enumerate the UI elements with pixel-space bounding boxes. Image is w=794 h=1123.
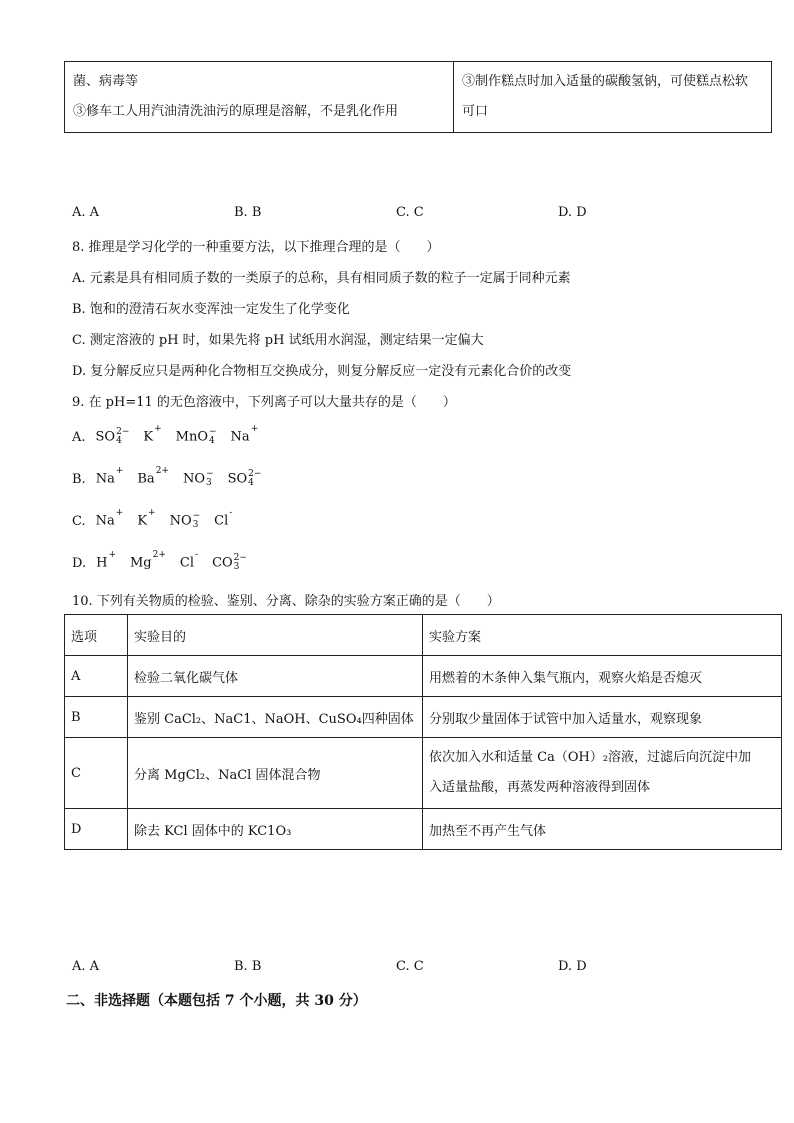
q7-option-b[interactable]: B. B	[234, 205, 262, 220]
q7-right-cell	[454, 62, 772, 133]
q9-option-b[interactable]	[72, 466, 275, 488]
ion-formula: Mg 2+	[129, 550, 166, 571]
q7-options	[72, 205, 720, 220]
q10-header-goal: 实验目的	[128, 615, 423, 656]
option-label: C.	[72, 513, 86, 529]
q10-header-plan: 实验方案	[423, 615, 782, 656]
ion-formula: SO 2− 4	[227, 469, 262, 488]
q10-option-b[interactable]: B. B	[234, 959, 262, 974]
ion-formula: CO 2− 3	[212, 553, 247, 572]
q10-row-c-plan	[423, 738, 782, 809]
q10-row-a-goal: 检验二氧化碳气体	[128, 656, 423, 697]
q10-row-d-plan: 加热至不再产生气体	[423, 809, 782, 850]
q7-option-d[interactable]: D. D	[558, 205, 587, 220]
q10-options	[72, 959, 720, 974]
q10-stem: 10. 下列有关物质的检验、鉴别、分离、除杂的实验方案正确的是（ ）	[72, 594, 500, 609]
q10-option-a[interactable]: A. A	[72, 959, 100, 974]
table-row	[65, 738, 782, 809]
ion-formula: Na +	[95, 466, 124, 487]
q7-right-line2: 可口	[462, 104, 489, 119]
q10-row-c-plan-line2: 入适量盐酸，再蒸发两种溶液得到固体	[429, 780, 651, 795]
q8-option-d[interactable]: D. 复分解反应只是两种化合物相互交换成分，则复分解反应一定没有元素化合价的改变	[72, 364, 572, 379]
q10-row-a-option: A	[65, 656, 128, 697]
q10-row-d-option: D	[65, 809, 128, 850]
option-label: A.	[72, 429, 86, 445]
q7-table	[64, 61, 772, 133]
ion-formula: NO − 3	[169, 511, 201, 530]
q10-table	[64, 614, 782, 850]
ion-formula: Na +	[230, 424, 259, 445]
q10-row-b-option: B	[65, 697, 128, 738]
q7-left-line1: 菌、病毒等	[73, 74, 139, 89]
q10-row-c-goal: 分离 MgCl₂、NaCl 固体混合物	[128, 738, 423, 809]
q10-row-c-option: C	[65, 738, 128, 809]
q10-header-row	[65, 615, 782, 656]
q9-option-c[interactable]	[72, 508, 246, 530]
q8-option-a[interactable]: A. 元素是具有相同质子数的一类原子的总称，具有相同质子数的粒子一定属于同种元素	[72, 271, 571, 286]
q10-row-b-plan: 分别取少量固体于试管中加入适量水，观察现象	[423, 697, 782, 738]
ion-formula: MnO − 4	[175, 427, 217, 446]
ion-formula: Na +	[95, 508, 124, 529]
table-row	[65, 809, 782, 850]
option-label: D.	[72, 555, 87, 571]
q7-left-line2: ③修车工人用汽油清洗油污的原理是溶解，不是乳化作用	[73, 104, 399, 119]
ion-formula: Cl -	[179, 550, 199, 571]
q7-option-a[interactable]: A. A	[72, 205, 100, 220]
q10-header-option: 选项	[65, 615, 128, 656]
q10-row-a-plan: 用燃着的木条伸入集气瓶内，观察火焰是否熄灭	[423, 656, 782, 697]
q8-option-b[interactable]: B. 饱和的澄清石灰水变浑浊一定发生了化学变化	[72, 302, 350, 317]
ion-formula: H +	[96, 550, 116, 571]
table-row	[65, 656, 782, 697]
q10-row-b-goal: 鉴别 CaCl₂、NaC1、NaOH、CuSO₄四种固体	[128, 697, 423, 738]
q7-option-c[interactable]: C. C	[396, 205, 424, 220]
q10-row-c-plan-line1: 依次加入水和适量 Ca（OH）₂溶液，过滤后向沉淀中加	[429, 750, 752, 765]
q10-row-d-goal: 除去 KCl 固体中的 KC1O₃	[128, 809, 423, 850]
q9-option-a[interactable]	[72, 424, 272, 446]
q8-option-c[interactable]: C. 测定溶液的 pH 时，如果先将 pH 试纸用水润湿，测定结果一定偏大	[72, 333, 484, 348]
ion-formula: Cl -	[214, 508, 233, 529]
ion-formula: NO − 3	[182, 469, 214, 488]
ion-formula: K +	[143, 424, 162, 445]
ion-formula: SO 2− 4	[95, 427, 130, 446]
q10-option-c[interactable]: C. C	[396, 959, 424, 974]
table-row	[65, 697, 782, 738]
q7-right-line1: ③制作糕点时加入适量的碳酸氢钠，可使糕点松软	[462, 74, 749, 89]
ion-formula: K +	[137, 508, 156, 529]
ion-formula: Ba 2+	[137, 466, 169, 487]
section-2-heading: 二、非选择题（本题包括 7 个小题，共 30 分）	[66, 993, 367, 1009]
q9-stem: 9. 在 pH=11 的无色溶液中，下列离子可以大量共存的是（ ）	[72, 395, 456, 410]
q9-option-d[interactable]	[72, 550, 261, 572]
q8-stem: 8. 推理是学习化学的一种重要方法，以下推理合理的是（ ）	[72, 240, 440, 255]
option-label: B.	[72, 471, 86, 487]
q10-option-d[interactable]: D. D	[558, 959, 587, 974]
q7-left-cell	[65, 62, 454, 133]
